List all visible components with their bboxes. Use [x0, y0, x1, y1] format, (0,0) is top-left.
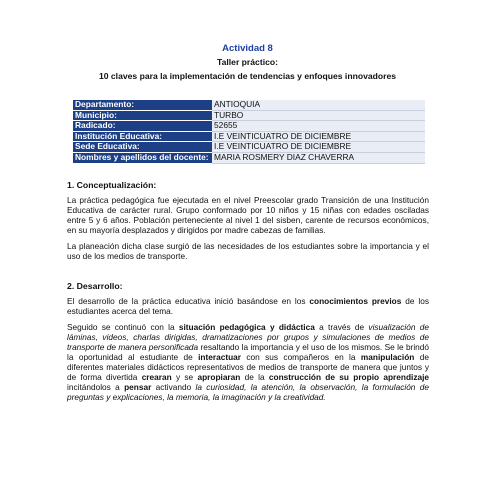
text-run: incitándolos a: [67, 382, 125, 392]
table-row: [73, 152, 425, 163]
text-run-bold: apropiaran: [197, 372, 241, 382]
info-key: Radicado:: [73, 121, 212, 132]
info-value: I.E VEINTICUATRO DE DICIEMBRE: [212, 131, 425, 142]
text-run: Seguido se continuó con la: [67, 322, 179, 332]
info-value: I.E VEINTICUATRO DE DICIEMBRE: [212, 142, 425, 153]
text-run-bold: pensar: [124, 382, 152, 392]
text-run: a través de: [314, 322, 369, 332]
paragraph: La planeación dicha clase surgió de las necesidades de los estudiantes sobre la importancia y el uso de los medios de transporte.: [67, 241, 429, 261]
paragraph: [67, 296, 429, 316]
info-key: Departamento:: [73, 100, 212, 110]
text-run-italic: visualización de láminas, videos, charlas dirigidas, dramatizaciones por grupos y simulaciones de medios de transporte de manera personificada: [67, 322, 429, 352]
text-run-bold: manipulación: [360, 352, 415, 362]
section-desarrollo: [67, 281, 429, 402]
info-key: Sede Educativa:: [73, 142, 212, 153]
info-value: TURBO: [212, 110, 425, 121]
table-row: [73, 121, 425, 132]
info-value: MARIA ROSMERY DIAZ CHAVERRA: [212, 152, 425, 163]
text-run: El desarrollo de la práctica educativa inició basándose en los: [67, 296, 310, 306]
text-run-italic: la curiosidad, la atención, la observación, la formulación de preguntas y explicaciones, la memoria, la imaginación y la creatividad.: [67, 382, 429, 402]
info-value: 52655: [212, 121, 425, 132]
document-subtitle: 10 claves para la implementación de tendencias y enfoques innovadores: [98, 71, 397, 81]
text-run: de los estudiantes acerca del tema.: [67, 296, 429, 316]
info-value: ANTIOQUIA: [212, 100, 425, 110]
info-key: Institución Educativa:: [73, 131, 212, 142]
text-run: con sus compañeros en la: [241, 352, 361, 362]
info-key: Nombres y apellidos del docente:: [73, 152, 212, 163]
info-table: [73, 100, 425, 164]
section-conceptualizacion: [67, 180, 429, 261]
table-row: [73, 142, 425, 153]
text-run-bold: conocimientos previos: [309, 296, 402, 306]
table-row: [73, 100, 425, 110]
section-title: 2. Desarrollo:: [67, 281, 123, 291]
section-title: 1. Conceptualización:: [67, 180, 157, 190]
text-run-bold: construcción de su propio aprendizaje: [268, 372, 430, 382]
text-run: de la: [240, 372, 269, 382]
workshop-label: Taller práctico:: [217, 57, 278, 67]
text-run: activando: [151, 382, 196, 392]
table-row: [73, 110, 425, 121]
paragraph: La práctica pedagógica fue ejecutada en el nivel Preescolar grado Transición de una Institución Educativa de carácter rural. Grupo conformado por 10 niños y 15 niñas con edades osciladas entre 5 y 6 años. Población perteneciente al nivel 1 del sisben, carente de recursos económicos, en su mayoría desplazados y dirigidos por madre cabezas de familias.: [67, 195, 429, 235]
text-run-bold: situación pedagógica y didáctica: [178, 322, 315, 332]
table-row: [73, 131, 425, 142]
info-key: Municipio:: [73, 110, 212, 121]
text-run: y se: [171, 372, 198, 382]
text-run-bold: crearan: [141, 372, 172, 382]
paragraph: [67, 322, 429, 402]
text-run: de diferentes materiales didácticos representativos de medios de transporte de manera que juntos y de forma divertida: [67, 352, 429, 382]
text-run: resaltando la importancia y el uso de los mismos. Se le brindó la oportunidad al estudiante de: [67, 342, 430, 362]
text-run-bold: interactuar: [198, 352, 242, 362]
activity-title: Actividad 8: [222, 43, 273, 54]
